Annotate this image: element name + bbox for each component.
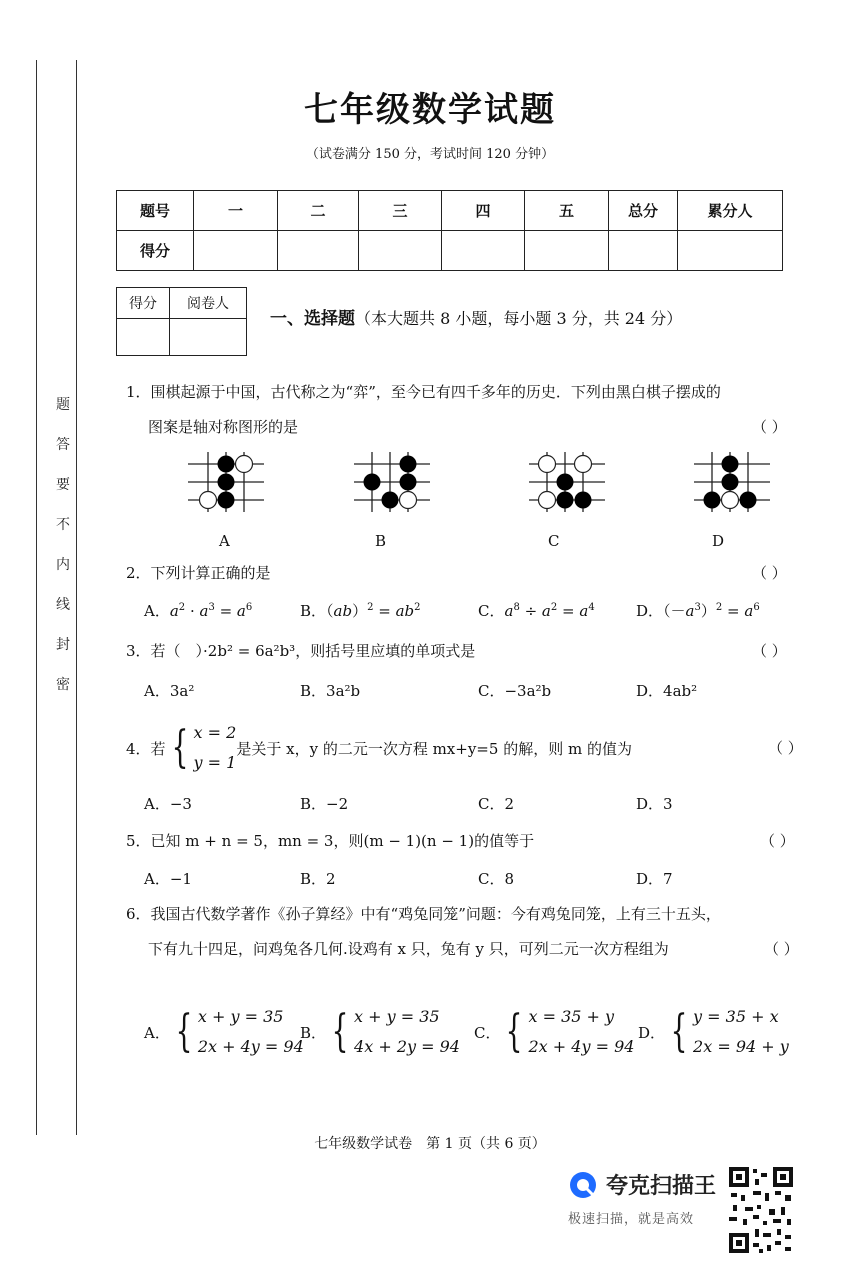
section-heading — [270, 304, 682, 329]
question-1-line-2: 图案是轴对称图形的是 — [148, 418, 299, 436]
scanner-name: 夸克扫描王 — [606, 1174, 717, 1199]
q2-option-a[interactable]: A．$a^2 \cdot a^3 = a^6$ — [144, 602, 253, 620]
question-3-text: 3．若（ ）·2b² = 6a²b³，则括号里应填的单项式是 — [126, 642, 476, 660]
answer-paren-1[interactable]: （ ） — [752, 418, 787, 436]
seal-line-char: 答 — [56, 437, 70, 453]
question-5-text: 5．已知 m + n = 5，mn = 3，则(m − 1)(n − 1)的值等于 — [126, 832, 535, 850]
scanner-watermark — [568, 1169, 716, 1227]
q5-option-b[interactable]: B．2 — [300, 870, 336, 888]
go-board-c[interactable] — [529, 452, 605, 512]
q3-option-d[interactable]: D．4ab² — [636, 682, 698, 700]
answer-paren-3[interactable]: （ ） — [752, 642, 787, 660]
go-board-d[interactable] — [694, 452, 770, 512]
score-header-cell: 题号 — [117, 191, 194, 231]
q6-option-c[interactable]: C． { x = 35 + y 2x + 4y = 94 — [474, 1006, 635, 1057]
question-6-line-2: 下有九十四足，问鸡兔各几何.设鸡有 x 只，兔有 y 只，可列二元一次方程组为 — [148, 940, 669, 958]
q6-option-b[interactable]: B． { x + y = 35 4x + 2y = 94 — [300, 1006, 460, 1057]
q4-equation-system: { x = 2 y = 1 — [171, 722, 237, 773]
go-patterns — [180, 446, 780, 518]
grader-score-cell[interactable] — [117, 319, 170, 356]
score-header-cell: 三 — [359, 191, 442, 231]
qr-code-icon — [727, 1165, 795, 1255]
score-cell[interactable] — [678, 231, 783, 271]
score-cell[interactable] — [442, 231, 525, 271]
board-label-d: D — [712, 532, 725, 550]
q4-option-d[interactable]: D．3 — [636, 795, 673, 813]
q5-option-a[interactable]: A．−1 — [144, 870, 192, 888]
board-label-b: B — [375, 532, 387, 550]
board-label-c: C — [548, 532, 560, 550]
scanner-logo-icon — [568, 1170, 598, 1200]
answer-paren-2[interactable]: （ ） — [752, 564, 787, 582]
answer-paren-6[interactable]: （ ） — [764, 940, 799, 958]
score-cell[interactable] — [525, 231, 609, 271]
seal-line-char: 线 — [56, 597, 70, 613]
board-label-a: A — [219, 532, 230, 550]
score-header-cell: 二 — [278, 191, 359, 231]
scanner-slogan: 极速扫描，就是高效 — [568, 1212, 695, 1227]
score-cell[interactable] — [194, 231, 278, 271]
binding-line-left — [36, 60, 37, 1135]
q2-option-b[interactable]: B．$(ab)^2 = ab^2$ — [300, 602, 421, 620]
q5-option-c[interactable]: C．8 — [478, 870, 515, 888]
q6-option-a[interactable]: A． { x + y = 35 2x + 4y = 94 — [144, 1006, 304, 1057]
q3-option-c[interactable]: C．−3a²b — [478, 682, 552, 700]
score-header-cell: 一 — [194, 191, 278, 231]
q4-option-a[interactable]: A．−3 — [144, 795, 192, 813]
score-cell[interactable] — [609, 231, 678, 271]
seal-line-char: 不 — [56, 517, 70, 533]
q6-option-d[interactable]: D． { y = 35 + x 2x = 94 + y — [638, 1006, 789, 1057]
q4-option-c[interactable]: C．2 — [478, 795, 515, 813]
answer-paren-4[interactable]: （ ） — [768, 739, 803, 757]
grader-name-label: 阅卷人 — [170, 288, 247, 319]
grader-table — [116, 287, 247, 356]
score-table-score-row — [117, 231, 783, 271]
question-1-line-1: 1．围棋起源于中国，古代称之为“弈”，至今已有四千多年的历史．下列由黑白棋子摆成的 — [126, 383, 721, 401]
page-footer: 七年级数学试卷 第 1 页（共 6 页） — [314, 1136, 546, 1152]
grader-score-label: 得分 — [117, 288, 170, 319]
score-table — [116, 190, 783, 271]
section-note: （本大题共 8 小题，每小题 3 分，共 24 分） — [355, 309, 683, 328]
score-header-cell: 累分人 — [678, 191, 783, 231]
q3-option-b[interactable]: B．3a²b — [300, 682, 361, 700]
go-board-a[interactable] — [188, 452, 264, 512]
score-header-cell: 四 — [442, 191, 525, 231]
seal-line-char: 要 — [56, 477, 70, 493]
q2-option-d[interactable]: D．$(-a^3)^2 = a^6$ — [636, 602, 760, 620]
seal-line-notice — [52, 398, 74, 692]
score-table-header-row — [117, 191, 783, 231]
seal-line-char: 内 — [56, 557, 70, 573]
question-2-text: 2．下列计算正确的是 — [126, 564, 271, 582]
seal-line-char: 封 — [56, 637, 70, 653]
exam-subtitle: （试卷满分 150 分，考试时间 120 分钟） — [305, 147, 555, 162]
score-row-label: 得分 — [117, 231, 194, 271]
q4-option-b[interactable]: B．−2 — [300, 795, 349, 813]
binding-line-right — [76, 60, 77, 1135]
score-cell[interactable] — [278, 231, 359, 271]
score-header-cell: 五 — [525, 191, 609, 231]
score-cell[interactable] — [359, 231, 442, 271]
question-6-line-1: 6．我国古代数学著作《孙子算经》中有“鸡兔同笼”问题：今有鸡兔同笼，上有三十五头， — [126, 905, 721, 923]
section-title: 一、选择题 — [270, 309, 355, 329]
q5-option-d[interactable]: D．7 — [636, 870, 673, 888]
seal-line-char: 密 — [56, 677, 70, 693]
q3-option-a[interactable]: A．3a² — [144, 682, 195, 700]
page-title: 七年级数学试题 — [304, 90, 556, 130]
score-header-cell: 总分 — [609, 191, 678, 231]
answer-paren-5[interactable]: （ ） — [760, 832, 795, 850]
go-board-b[interactable] — [354, 452, 430, 512]
grader-name-cell[interactable] — [170, 319, 247, 356]
q2-option-c[interactable]: C．$a^8 \div a^2 = a^4$ — [478, 602, 595, 620]
question-4-text: 4．若 { x = 2 y = 1 是关于 x，y 的二元一次方程 mx+y=5 的解，则 m 的值为 — [126, 718, 632, 778]
seal-line-char: 题 — [56, 397, 70, 413]
